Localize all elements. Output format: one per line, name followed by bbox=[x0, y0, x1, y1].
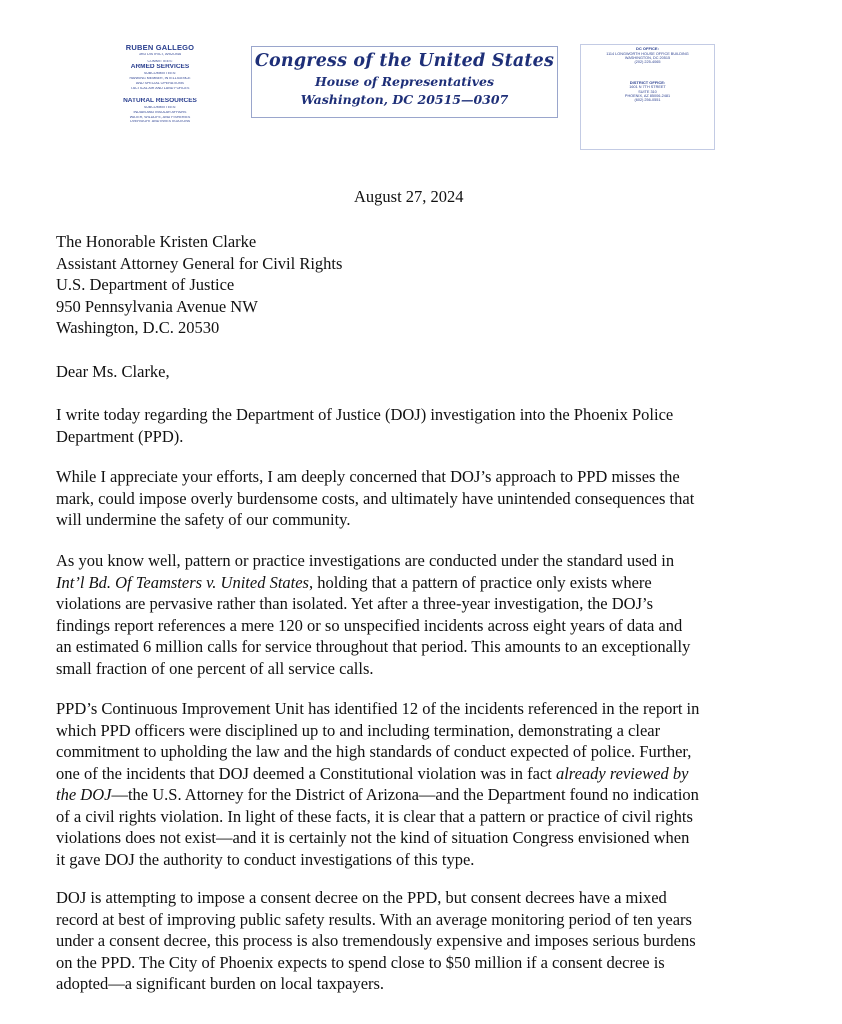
district-office-phone: (602) 256-0551 bbox=[634, 98, 661, 103]
dc-office-phone: (202) 225-4065 bbox=[634, 60, 661, 65]
address-line: Washington, D.C. 20530 bbox=[56, 318, 220, 337]
address-line: 950 Pennsylvania Avenue NW bbox=[56, 296, 258, 316]
paragraph-line bbox=[56, 763, 786, 785]
paragraph-line: PPD’s Continuous Improvement Unit has identified 12 of the incidents referenced in the report in bbox=[56, 699, 700, 718]
district-office-label: DISTRICT OFFICE: bbox=[629, 79, 666, 85]
letter-date-row bbox=[56, 186, 786, 208]
subcommittee-1a: RANKING MEMBER, INTELLIGENCE bbox=[129, 76, 191, 80]
letterhead-left-block bbox=[108, 44, 212, 124]
district-label: 3RD DISTRICT, ARIZONA bbox=[138, 52, 182, 56]
paragraph-4 bbox=[56, 698, 786, 870]
paragraph-line: Department (PPD). bbox=[56, 426, 184, 446]
letter-date: August 27, 2024 bbox=[354, 187, 464, 206]
paragraph-line: it gave DOJ the authority to conduct investigations of this type. bbox=[56, 849, 475, 869]
house-subtitle: House of Representatives bbox=[315, 74, 494, 89]
paragraph-line: which PPD officers were disciplined up to and including termination, demonstrating a clear bbox=[56, 720, 661, 740]
emphasis-text: the DOJ bbox=[56, 785, 112, 804]
paragraph-line: While I appreciate your efforts, I am deeply concerned that DOJ’s approach to PPD misses the bbox=[56, 467, 680, 486]
paragraph-line bbox=[56, 784, 786, 806]
paragraph-line: I write today regarding the Department of Justice (DOJ) investigation into the Phoenix Police bbox=[56, 405, 674, 424]
paragraph-line-rest: —the U.S. Attorney for the District of Arizona—and the Department found no indication bbox=[111, 785, 699, 804]
district-office-line-2: SUITE 310 bbox=[638, 89, 657, 94]
paragraph-line: violations does not exist—and it is certainly not the kind of situation Congress envisioned when bbox=[56, 828, 690, 847]
subcommittee-1b: AND SPECIAL OPERATIONS bbox=[136, 81, 184, 85]
paragraph-line: under a consent decree, this process is also tremendously expensive and imposes serious burdens bbox=[56, 931, 696, 950]
paragraph-line: an estimated 6 million calls for service throughout that period. This amounts to an exceptionally bbox=[56, 637, 691, 656]
paragraph-line: record at best of improving public safety results. With an average monitoring period of ten years bbox=[56, 909, 692, 929]
dc-office-label: DC OFFICE: bbox=[636, 46, 659, 51]
paragraph-line: adopted—a significant burden on local taxpayers. bbox=[56, 974, 385, 993]
paragraph-line: on the PPD. The City of Phoenix expects to spend close to $50 million if a consent decree is bbox=[56, 952, 665, 972]
committee-natural-resources: NATURAL RESOURCES bbox=[123, 98, 197, 105]
letterhead-center-box bbox=[251, 46, 558, 118]
paragraph-line: DOJ is attempting to impose a consent decree on the PPD, but consent decrees have a mixed bbox=[56, 888, 667, 907]
paragraph-2 bbox=[56, 466, 786, 531]
district-office-line-1: 1601 N 7TH STREET bbox=[629, 85, 666, 90]
paragraph-line: will undermine the safety of our community. bbox=[56, 510, 351, 529]
paragraph-line-start: one of the incidents that DOJ deemed a Constitutional violation was in fact bbox=[56, 763, 556, 783]
congress-title: Congress of the United States bbox=[254, 51, 555, 71]
dc-office-line-2: WASHINGTON, DC 20515 bbox=[624, 55, 671, 60]
paragraph-line: findings report references a mere 120 or so unspecified incidents across eight years of data and bbox=[56, 615, 683, 635]
paragraph-1 bbox=[56, 404, 786, 447]
subcommittee-2b: WATER, WILDLIFE, AND FISHERIES bbox=[129, 115, 191, 119]
address-line: U.S. Department of Justice bbox=[56, 275, 235, 294]
subcommittee-2c: OVERSIGHT AND INVESTIGATIONS bbox=[129, 120, 191, 124]
letterhead-right-block bbox=[580, 44, 715, 150]
paragraph-line-rest: , holding that a pattern of practice only exists where bbox=[308, 572, 652, 592]
paragraph-3 bbox=[56, 550, 786, 679]
emphasis-text: already reviewed by bbox=[555, 763, 689, 783]
address-line: The Honorable Kristen Clarke bbox=[56, 232, 257, 251]
case-citation: Int’l Bd. Of Teamsters v. United States bbox=[56, 572, 309, 592]
committee-armed-services: ARMED SERVICES bbox=[130, 64, 190, 71]
paragraph-line: violations are pervasive rather than isolated. Yet after a three-year investigation, the DOJ’s bbox=[56, 594, 654, 613]
subcommittees-label-2: SUBCOMMITTEES: bbox=[143, 106, 177, 110]
paragraph-line: commitment to upholding the law and the high standards of conduct expected of police. Further, bbox=[56, 742, 692, 761]
paragraph-line: mark, could impose overly burdensome costs, and ultimately have unintended consequences that bbox=[56, 488, 695, 508]
recipient-address bbox=[56, 231, 342, 339]
paragraph-5 bbox=[56, 887, 786, 995]
salutation: Dear Ms. Clarke, bbox=[56, 362, 170, 381]
subcommittees-label-1: SUBCOMMITTEES: bbox=[143, 72, 177, 76]
paragraph-line bbox=[56, 572, 786, 594]
district-office-line-3: PHOENIX, AZ 85006-2481 bbox=[624, 93, 671, 98]
representative-name: RUBEN GALLEGO bbox=[125, 44, 195, 52]
paragraph-line: of a civil rights violation. In light of these facts, it is clear that a pattern or practice of civil rights bbox=[56, 806, 693, 826]
washington-address: Washington, DC 20515—0307 bbox=[300, 92, 509, 107]
paragraph-line: small fraction of one percent of all service calls. bbox=[56, 658, 374, 678]
committees-label: COMMITTEES: bbox=[147, 59, 173, 63]
dc-office-line-1: 1114 LONGWORTH HOUSE OFFICE BUILDING bbox=[606, 51, 689, 56]
paragraph-line: As you know well, pattern or practice investigations are conducted under the standard used in bbox=[56, 551, 675, 570]
address-line: Assistant Attorney General for Civil Rights bbox=[56, 253, 343, 273]
subcommittee-1c: TACTICAL AIR AND LAND FORCES bbox=[130, 86, 190, 90]
subcommittee-2a: INDIAN AND INSULAR AFFAIRS bbox=[133, 110, 187, 114]
